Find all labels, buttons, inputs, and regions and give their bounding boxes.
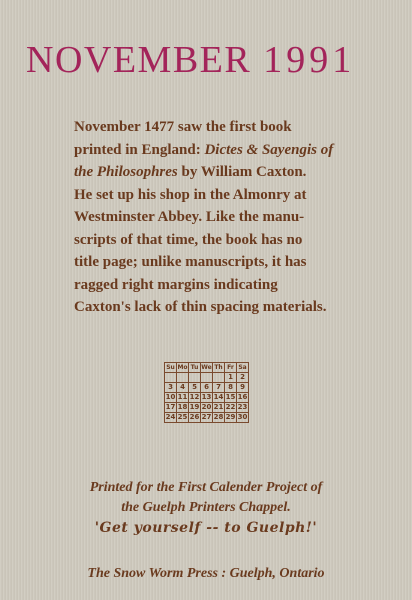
page-title [26,38,396,82]
weekday-header: Th [214,364,223,371]
calendar-day-cell: 21 [213,403,224,411]
calendar-day-cell: 23 [237,403,248,411]
calendar-day-cell: 16 [237,393,248,401]
calendar-day-cell: 25 [177,413,188,421]
calendar-week-row [165,413,249,423]
printed-for-note [0,478,412,518]
body-line: Caxton's lack of thin spacing materials. [74,299,327,315]
calendar-day-cell: 11 [177,393,188,401]
weekday-header: Mo [177,364,188,371]
calendar-day-cell: 13 [201,393,212,401]
calendar-day-cell [201,373,213,383]
calendar-week-row [165,393,249,403]
weekday-header: Fr [225,363,237,373]
weekday-header: Su [166,364,175,371]
calendar-day-cell [165,373,177,383]
body-text-fragment: printed in England: [74,141,205,158]
printed-line: Printed for the First Calender Project of [89,480,323,495]
calendar-day-cell: 3 [165,383,177,393]
body-line: title page; unlike manuscripts, it has [74,254,307,270]
calendar-day-cell: 8 [225,383,237,393]
calendar-day-cell: 26 [189,413,200,421]
body-line [74,139,374,162]
calendar-day-cell [189,373,201,383]
press-imprint: The Snow Worm Press : Guelph, Ontario [87,566,325,581]
calendar-day-cell: 28 [213,413,224,421]
weekday-header: We [201,364,212,371]
calendar-day-cell: 12 [189,393,200,401]
body-line: He set up his shop in the Almonry at [74,186,307,203]
calendar-day-cell: 18 [177,403,188,411]
calendar-weekday-row [165,363,249,373]
calendar-day-cell: 7 [213,383,225,393]
body-paragraph [74,116,374,319]
calendar-day-cell: 27 [201,413,212,421]
calendar-day-cell: 15 [225,393,236,401]
slogan: 'Get yourself -- to Guelph!' [94,520,318,536]
book-title-fragment: the Philosophres [74,164,178,180]
calendar-day-cell: 19 [189,403,200,411]
weekday-header: Tu [189,363,201,373]
calendar-day-cell: 5 [189,383,201,393]
body-line: scripts of that time, the book has no [74,231,303,248]
month-calendar [164,362,249,423]
calendar-week-row [165,403,249,413]
calendar-day-cell: 10 [165,393,176,401]
calendar-day-cell: 24 [165,413,176,421]
calendar-day-cell: 2 [237,373,249,383]
calendar-day-cell: 6 [201,383,213,393]
calendar-week-row [165,383,249,393]
weekday-header: Sa [238,364,247,371]
book-title-fragment: Dictes & Sayengis of [204,141,334,158]
body-text-fragment: by William Caxton. [177,164,307,180]
body-line [74,161,374,184]
calendar-day-cell [213,373,225,383]
calendar-day-cell: 1 [225,373,237,383]
calendar-day-cell: 14 [213,393,224,401]
body-line: Westminster Abbey. Like the manu- [74,209,305,225]
calendar-day-cell: 29 [225,413,236,421]
body-line: ragged right margins indicating [74,276,278,293]
calendar-day-cell: 4 [177,383,189,393]
calendar-day-cell: 22 [225,403,236,411]
calendar-day-cell: 9 [237,383,249,393]
calendar-day-cell [177,373,189,383]
calendar-day-cell: 17 [165,403,176,411]
calendar-week-row [165,373,249,383]
body-line: November 1477 saw the first book [74,119,292,135]
title-year: 1991 [263,39,356,81]
title-month: NOVEMBER [26,39,252,81]
calendar-day-cell: 30 [237,413,248,421]
calendar-day-cell: 20 [201,403,212,411]
printed-line: the Guelph Printers Chappel. [121,500,291,515]
